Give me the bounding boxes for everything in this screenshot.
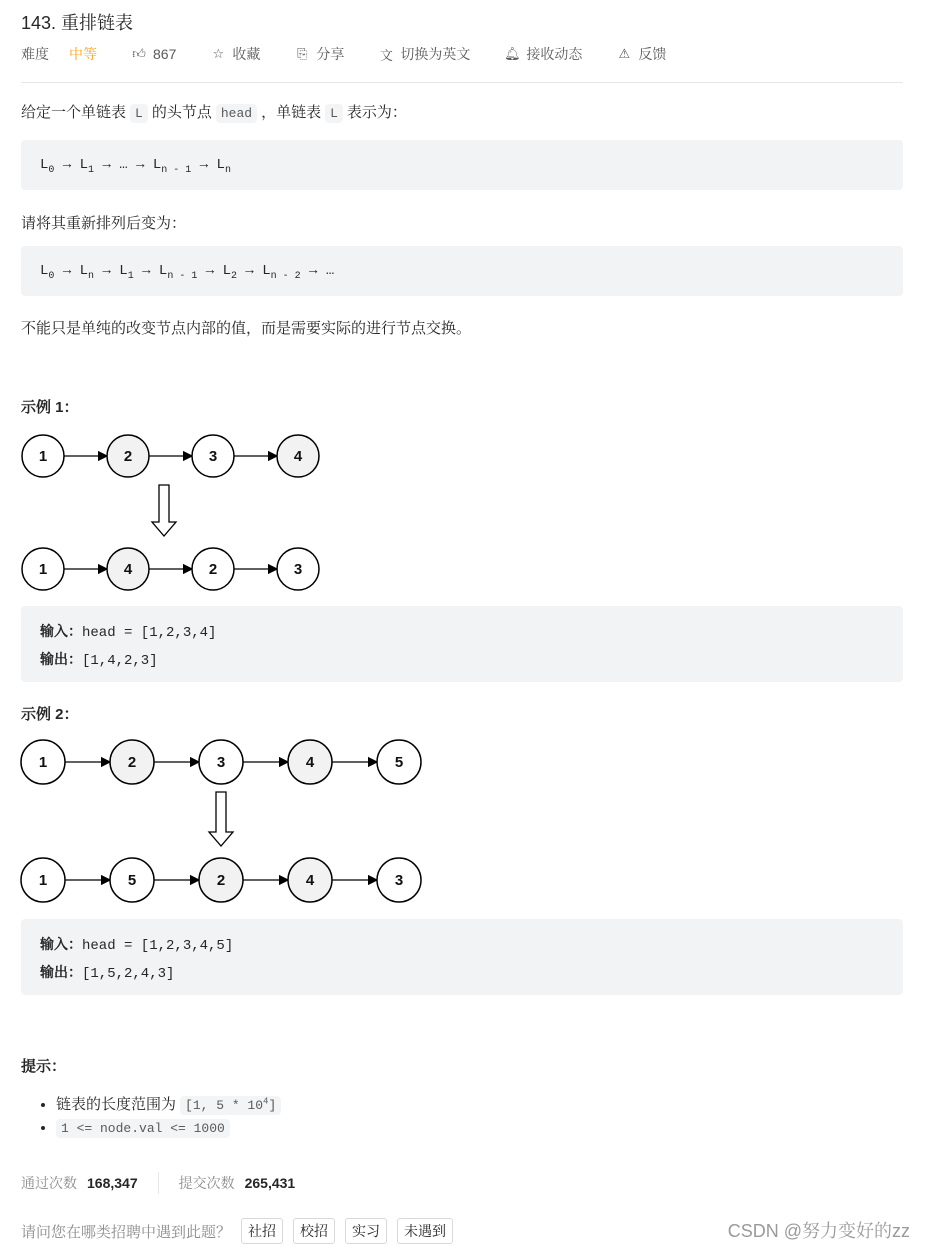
text: ，单链表 [261,104,322,121]
interview-survey [21,1218,453,1244]
node-value: 1 [38,754,48,771]
t: 0 [48,270,55,282]
t: L [79,157,89,173]
example-2-heading: 示例 2： [21,706,79,723]
hint-item [56,1119,285,1141]
t: L [40,157,49,173]
feedback-icon: ⚠︎ [618,46,631,61]
survey-question: 请问您在哪类招聘中遇到此题？ [21,1223,232,1241]
tag-not-encountered[interactable]: 未遇到 [397,1218,453,1244]
code-block-reordered-list: $L_0 \to L_n \to L_1 \to L_{n - 1} \to L_2 \to L_{n - 2}$ → … [21,246,903,296]
t: [1, 5 * 10 [185,1098,264,1113]
text: 给定一个单链表 [21,104,127,121]
tag-internship[interactable]: 实习 [345,1218,387,1244]
share-label: 分享 [316,46,345,62]
switch-language-button[interactable] [378,44,470,64]
node-value: 2 [216,872,226,889]
input-value: head = [1,2,3,4,5] [82,938,234,954]
accepted-label: 通过次数 [21,1175,77,1191]
subscribe-label: 接收动态 [526,46,583,62]
node-value: 3 [216,754,226,771]
description-para-3: 不能只是单纯的改变节点内部的值，而是需要实际的进行节点交换。 [21,320,472,337]
inline-code: L [325,104,343,123]
inline-code: L [130,104,148,123]
switch-language-label: 切换为英文 [400,46,471,62]
feedback-label: 反馈 [638,46,667,62]
problem-title: 143. 重排链表 [21,13,134,33]
node-value: 5 [394,754,404,771]
t: 1 [127,270,134,282]
bell-icon: 🔔︎ [504,46,521,61]
t: L [216,157,225,173]
text: 的头节点 [151,104,212,121]
node-value: 4 [305,872,315,889]
description-para-2: 请将其重新排列后变为： [21,215,187,232]
t: n - 1 [161,164,192,176]
t: 2 [230,270,237,282]
favorite-label: 收藏 [232,46,261,62]
t: 0 [48,164,55,176]
star-icon: ☆ [212,46,225,61]
node-value: 2 [127,754,137,771]
inline-code: 1 <= node.val <= 1000 [56,1119,230,1138]
share-button[interactable] [294,44,344,64]
translate-icon: 文 [379,47,393,63]
input-label: 输入： [40,936,82,952]
example-1-diagram [0,425,460,600]
node-value: 3 [293,561,303,578]
t: L [222,263,231,279]
t: L [158,263,168,279]
node-value: 3 [394,872,404,889]
submitted-label: 提交次数 [178,1175,235,1191]
share-icon: ⎘ [297,46,308,61]
difficulty [21,44,97,64]
t: ] [268,1098,277,1113]
node-value: 2 [208,561,218,578]
t: 1 [88,164,95,176]
t: 4 [263,1096,269,1107]
t: n [224,164,231,176]
t: n - 2 [270,270,301,282]
input-value: head = [1,2,3,4] [82,625,217,641]
down-arrow-icon [152,485,176,536]
t: L [40,263,49,279]
t: → [62,157,72,173]
hint-item [56,1093,285,1115]
divider [21,82,903,83]
code-block-original-list [21,140,903,190]
example-2-io [21,919,903,995]
thumbs-up-icon: 👍︎ [132,46,146,61]
example-1-io [21,606,903,682]
divider [158,1172,159,1194]
hints-heading: 提示： [21,1058,67,1075]
text: 表示为： [346,104,407,121]
t: L [119,263,128,279]
node-value: 4 [293,448,303,465]
inline-code [180,1096,281,1115]
node-value: 1 [38,561,48,578]
inline-code: head [216,104,257,123]
hint-text: 链表的长度范围为 [56,1096,177,1113]
t: n - 1 [167,270,198,282]
node-value: 1 [38,448,48,465]
example-1-heading: 示例 1： [21,399,79,416]
t: → … → [102,157,145,173]
node-value: 5 [127,872,137,889]
t: L [152,157,162,173]
difficulty-value: 中等 [69,46,97,62]
node-value: 3 [208,448,218,465]
tag-campus-recruit[interactable]: 校招 [293,1218,335,1244]
favorite-button[interactable] [210,44,260,64]
input-label: 输入： [40,623,82,639]
output-label: 输出： [40,651,82,667]
tag-social-recruit[interactable]: 社招 [241,1218,283,1244]
watermark: CSDN @努力变好的zz [727,1221,910,1241]
description-para-1 [21,101,407,122]
feedback-button[interactable] [616,44,666,64]
output-label: 输出： [40,964,82,980]
stats-bar [21,1172,295,1194]
t: … [325,263,335,279]
submitted-count: 265,431 [244,1175,296,1191]
example-2-diagram [0,730,460,910]
subscribe-button[interactable] [504,44,582,64]
difficulty-label: 难度 [21,46,49,62]
output-value: [1,5,2,4,3] [82,966,175,982]
node-value: 4 [305,754,315,771]
accepted-count: 168,347 [87,1175,138,1191]
hints-list [56,1093,285,1145]
node-value: 4 [123,561,133,578]
t: L [79,263,89,279]
node-value: 2 [123,448,133,465]
t: → [199,157,209,173]
t: n [88,270,95,282]
like-button[interactable] [131,46,176,62]
like-count: 867 [153,46,177,62]
t: L [262,263,271,279]
down-arrow-icon [209,792,233,846]
problem-meta-bar [21,44,700,64]
output-value: [1,4,2,3] [82,653,158,669]
node-value: 1 [38,872,48,889]
